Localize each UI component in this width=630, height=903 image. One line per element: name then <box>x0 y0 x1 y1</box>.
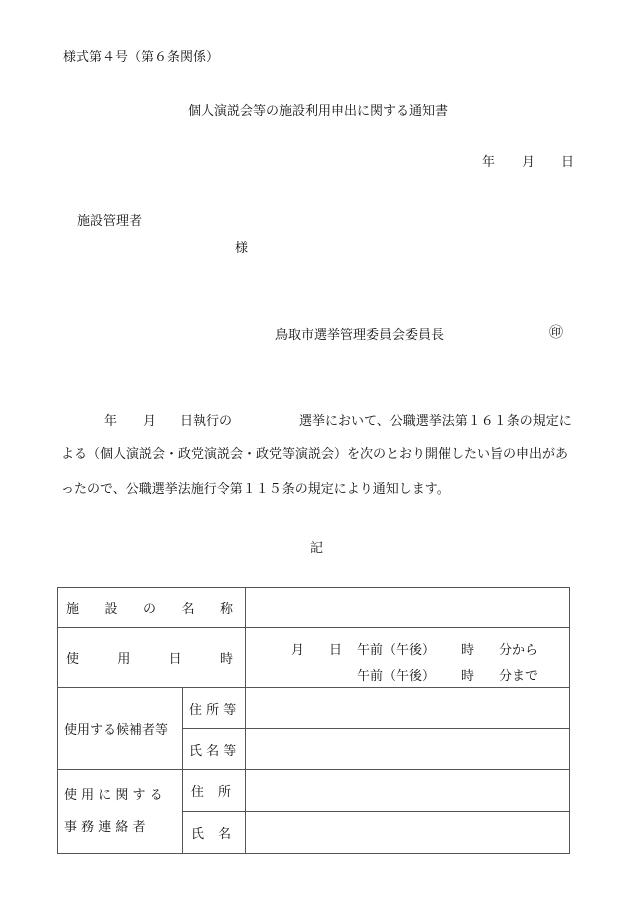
row-facility-name <box>58 588 570 628</box>
body-day: 日執行の <box>180 414 233 429</box>
facility-name-label-char-2: の <box>143 602 157 617</box>
candidate-label: 使用する候補者等 <box>58 688 183 770</box>
facility-name-label <box>58 588 246 628</box>
contact-address-label-char-0: 住 <box>191 785 205 800</box>
from-minute: 分から <box>499 643 539 658</box>
date-day: 日 <box>561 155 575 170</box>
to-minute: 分まで <box>499 669 539 684</box>
contact-label-line1: 使 用 に 関 す る <box>64 787 163 803</box>
facility-usage-table <box>57 587 570 854</box>
row-contact-address <box>58 770 570 812</box>
usage-day: 日 <box>329 643 343 658</box>
usage-month: 月 <box>291 643 305 658</box>
facility-name-label-char-1: 設 <box>104 602 118 617</box>
candidate-address-value[interactable] <box>246 688 570 729</box>
form-number: 様式第４号（第６条関係） <box>63 50 220 65</box>
contact-name-label-char-1: 名 <box>218 827 232 842</box>
candidate-name-value[interactable] <box>246 729 570 770</box>
addressee-label: 施設管理者 <box>77 214 143 229</box>
usage-datetime-value[interactable] <box>246 628 570 688</box>
to-hour: 時 <box>461 669 475 684</box>
body-line3: ったので、公職選挙法施行令第１１５条の規定により通知します。 <box>61 482 450 497</box>
from-hour: 時 <box>461 643 475 658</box>
contact-label <box>58 770 183 854</box>
body-line1-rest: 選挙において、公職選挙法第１６１条の規定に <box>299 414 572 429</box>
contact-address-label-char-1: 所 <box>218 785 232 800</box>
addressee-honorific: 様 <box>235 241 249 256</box>
body-year: 年 <box>104 414 118 429</box>
contact-label-line2: 事 務 連 絡 者 <box>64 819 146 835</box>
usage-datetime-label <box>58 628 246 688</box>
facility-name-label-char-4: 称 <box>220 602 234 617</box>
contact-address-value[interactable] <box>246 770 570 812</box>
facility-name-label-char-0: 施 <box>66 602 80 617</box>
row-candidate-address <box>58 688 570 729</box>
contact-address-label <box>183 770 246 812</box>
facility-name-value[interactable] <box>246 588 570 628</box>
usage-datetime-label-char-0: 使 <box>66 652 80 667</box>
body-month: 月 <box>143 414 157 429</box>
usage-datetime-label-char-3: 時 <box>219 652 233 667</box>
facility-name-label-char-3: 名 <box>181 602 195 617</box>
contact-name-label-char-0: 氏 <box>191 827 205 842</box>
candidate-address-label: 住 所 等 <box>183 688 246 729</box>
contact-name-label <box>183 812 246 854</box>
document-title: 個人演説会等の施設利用申出に関する通知書 <box>188 104 449 119</box>
body-line2: よる（個人演説会・政党演説会・政党等演説会）を次のとおり開催したい旨の申出があ <box>61 447 569 462</box>
contact-name-value[interactable] <box>246 812 570 854</box>
candidate-name-label: 氏 名 等 <box>183 729 246 770</box>
date-year: 年 <box>482 155 496 170</box>
usage-datetime-label-char-1: 用 <box>117 652 131 667</box>
to-ampm: 午前（午後） <box>357 669 436 684</box>
usage-datetime-label-char-2: 日 <box>168 652 182 667</box>
date-month: 月 <box>522 155 536 170</box>
sender-name: 鳥取市選挙管理委員会委員長 <box>275 328 445 343</box>
row-usage-datetime <box>58 628 570 688</box>
seal-icon: ㊞ <box>549 325 563 341</box>
ki-label: 記 <box>310 541 324 556</box>
from-ampm: 午前（午後） <box>357 643 436 658</box>
